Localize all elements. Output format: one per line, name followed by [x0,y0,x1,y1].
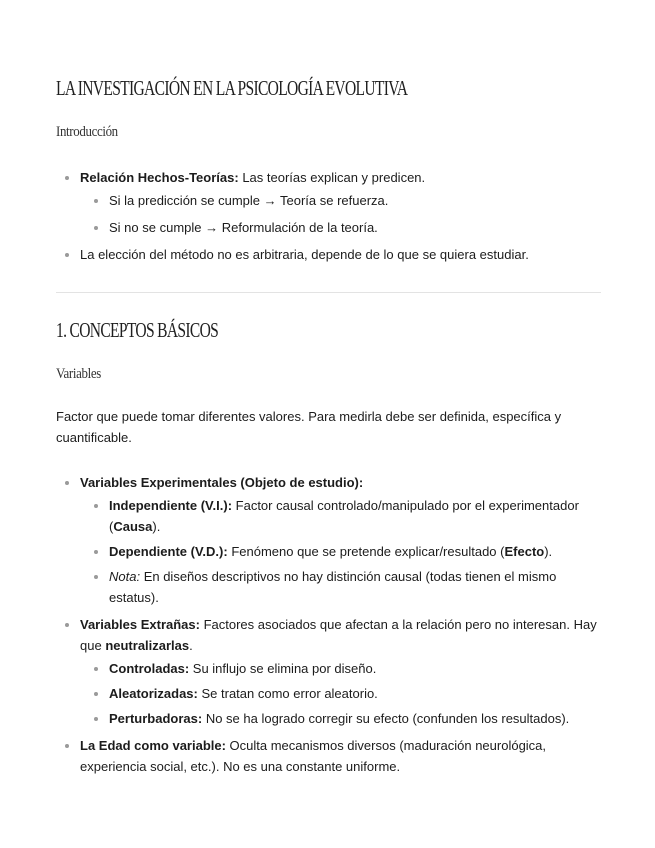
list-item [80,566,601,608]
item-text-end: . [189,638,193,653]
bullet-icon [65,176,69,180]
item-emphasis: Causa [113,519,153,534]
sublist [80,658,601,729]
list-item [80,708,601,729]
item-text: Su influjo se elimina por diseño. [189,661,377,676]
item-text: Se tratan como error aleatorio. [197,686,378,701]
section-divider [56,292,601,293]
item-text: Si no se cumple → Reformulación de la teoría. [109,220,378,235]
intro-heading: Introducción [56,124,118,140]
section-heading: 1. CONCEPTOS BÁSICOS [56,318,219,342]
list-item [56,735,601,777]
bullet-icon [94,575,98,579]
item-label: Perturbadoras: [109,711,203,726]
document-title: LA INVESTIGACIÓN EN LA PSICOLOGÍA EVOLUTIVA [56,76,408,100]
item-label: Variables Extrañas: [80,617,200,632]
list-item [80,683,601,704]
item-text: Factores asociados que afectan a la relación pero no interesan. Hay que [80,617,597,653]
variables-heading: Variables [56,366,101,382]
variables-definition: Factor que puede tomar diferentes valores. Para medirla debe ser definida, específica y cuantificable. [56,409,562,445]
item-label: Dependiente (V.D.): [109,544,228,559]
bullet-icon [94,504,98,508]
list-item [56,167,601,238]
bullet-icon [94,717,98,721]
bullet-icon [65,744,69,748]
item-label: La Edad como variable: [80,738,226,753]
list-item [56,614,601,729]
bullet-icon [94,550,98,554]
bullet-icon [94,667,98,671]
sublist [80,495,601,608]
item-text: En diseños descriptivos no hay distinción causal (todas tienen el mismo estatus). [109,569,557,605]
list-item [80,190,601,211]
list-item [56,472,601,608]
list-item [80,658,601,679]
list-item [80,541,601,562]
item-text-end: ). [544,544,553,559]
item-label: Aleatorizadas: [109,686,198,701]
item-label: Independiente (V.I.): [109,498,233,513]
item-text: Factor causal controlado/manipulado por el experimentador ( [109,498,579,534]
item-text: Las teorías explican y predicen. [238,170,426,185]
bullet-icon [65,623,69,627]
list-item [56,244,601,265]
item-note-label: Nota: [109,569,141,584]
intro-list [56,167,601,265]
item-emphasis: Efecto [504,544,545,559]
item-text-end: ). [152,519,161,534]
bullet-icon [94,692,98,696]
list-item [80,217,601,238]
bullet-icon [65,253,69,257]
item-text: Si la predicción se cumple → Teoría se refuerza. [109,193,389,208]
item-text: Fenómeno que se pretende explicar/resultado ( [227,544,505,559]
item-text: La elección del método no es arbitraria, depende de lo que se quiera estudiar. [80,247,529,262]
variables-list [56,472,601,777]
sublist [80,190,601,238]
item-emphasis: neutralizarlas [105,638,190,653]
item-text: Oculta mecanismos diversos (maduración neurológica, experiencia social, etc.). No es una constante uniforme. [80,738,547,774]
item-label: Controladas: [109,661,190,676]
bullet-icon [94,226,98,230]
item-text: No se ha logrado corregir su efecto (confunden los resultados). [202,711,570,726]
list-item [80,495,601,537]
item-label: Variables Experimentales (Objeto de estudio): [80,475,364,490]
bullet-icon [65,481,69,485]
bullet-icon [94,199,98,203]
item-label: Relación Hechos-Teorías: [80,170,239,185]
